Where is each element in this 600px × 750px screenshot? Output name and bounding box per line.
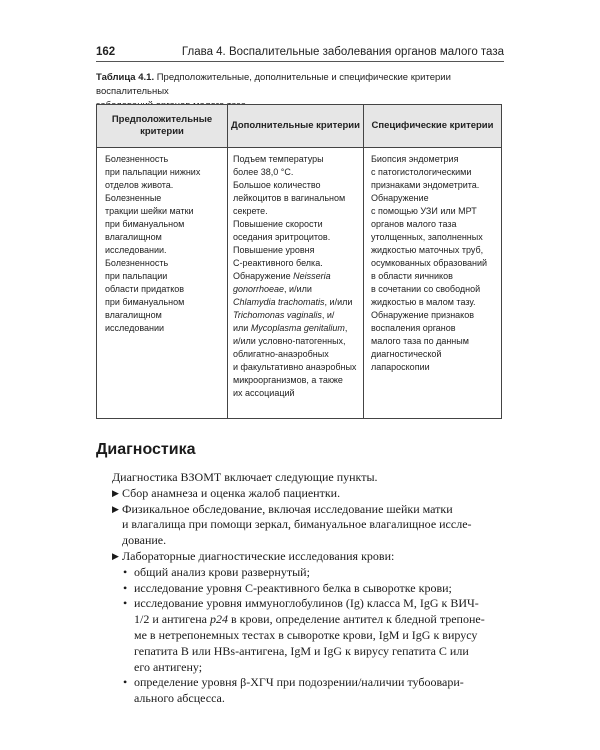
sub-bullet-item (112, 675, 504, 691)
cell-line: Болезненность (105, 154, 169, 164)
cell-line: исследовании. (105, 245, 167, 255)
cell-line (233, 296, 356, 309)
sub-bullet-text: исследование уровня С-реактивного белка в сыворотке крови; (134, 580, 452, 595)
cell-line: микроорганизмов, а также (233, 375, 343, 385)
text: 1/2 и антигена (134, 612, 211, 627)
cell-line: оседания эритроцитов. (233, 232, 331, 242)
cell-line: и факультативно анаэробных (233, 362, 357, 372)
header-presumptive-line1: Предположительные (111, 114, 213, 125)
cell-line: жидкостью в малом тазу. (371, 297, 476, 307)
text: Обнаружение (233, 271, 294, 281)
header-presumptive (97, 105, 227, 147)
cell-line: жидкостью маточных труб, (371, 245, 484, 255)
cell-line: Повышение скорости (233, 219, 323, 229)
latin-name: Trichomonas vaginalis (233, 310, 322, 320)
triangle-bullet-icon: ▶ (112, 503, 119, 514)
section-heading: Диагностика (96, 441, 196, 458)
cell-line: с патогистологическими (371, 167, 472, 177)
cell-line: области придатков (105, 284, 185, 294)
cell-line: при бимануальном (105, 219, 185, 229)
cell-line: более 38,0 °С. (233, 167, 294, 177)
sub-bullet-text: определение уровня β-ХГЧ при подозрении/наличии тубоовари- (134, 675, 464, 690)
cell-additional (233, 153, 356, 400)
cell-line: и/или условно-патогенных, (233, 336, 346, 346)
latin-name: Mycoplasma genitalium (250, 323, 345, 333)
bullet-text: Физикальное обследование, включая исследование шейки матки (122, 501, 453, 516)
running-header (96, 44, 504, 60)
cell-line: при пальпации (105, 271, 168, 281)
bullet-text-cont: и влагалища при помощи зеркал, бимануальное влагалищное иссле- (122, 517, 472, 532)
cell-line: исследовании (105, 323, 165, 333)
cell-line: воспаления органов (371, 323, 456, 333)
sub-bullet-item (112, 565, 504, 581)
header-specific: Специфические критерии (371, 120, 494, 131)
bullet-text: Лабораторные диагностические исследования крови: (122, 548, 395, 563)
cell-line: Болезненность (105, 258, 169, 268)
column-divider (363, 105, 364, 418)
header-presumptive-line2: критерии (140, 126, 184, 137)
latin-name: gonorrhoeae (233, 284, 285, 294)
cell-line: тракции шейки матки (105, 206, 194, 216)
dot-bullet-icon: • (123, 564, 128, 579)
cell-specific (371, 153, 487, 374)
dot-bullet-icon: • (123, 675, 128, 690)
cell-line: при пальпации нижних (105, 167, 201, 177)
cell-presumptive (105, 153, 200, 335)
caption-text-1: Предположительные, дополнительные и специфические критерии воспалительных (96, 72, 451, 97)
header-additional: Дополнительные критерии (230, 120, 360, 131)
table-label: Таблица 4.1. (96, 72, 155, 83)
column-divider (227, 105, 228, 418)
cell-line: малого таза по данным (371, 336, 469, 346)
bullet-text-cont: дование. (122, 533, 167, 548)
latin-name: Neisseria (293, 271, 331, 281)
cell-line: влагалищном (105, 232, 162, 242)
cell-line: признаками эндометрита. (371, 180, 480, 190)
cell-line (233, 309, 356, 322)
chapter-title: Глава 4. Воспалительные заболевания органов малого таза (181, 46, 504, 58)
cell-line: влагалищном (105, 310, 162, 320)
page-number: 162 (96, 46, 116, 58)
cell-line: в сочетании со свободной (371, 284, 481, 294)
bullet-item (112, 549, 504, 565)
text: , и/ (321, 310, 335, 320)
sub-bullet-text-cont: ме в нетрепонемных тестах в сыворотке крови, IgM и IgG к вирусу (134, 627, 478, 642)
cell-line: Повышение уровня (233, 245, 315, 255)
triangle-bullet-icon: ▶ (112, 487, 119, 498)
cell-line: С-реактивного белка. (233, 258, 323, 268)
cell-line: с помощью УЗИ или МРТ (371, 206, 477, 216)
text: в крови, определение антител к бледной трепоне- (228, 612, 485, 627)
text: , (344, 323, 348, 333)
cell-line: диагностической (371, 349, 442, 359)
cell-line: секрете. (233, 206, 268, 216)
cell-line: лейкоцитов в вагинальном (233, 193, 346, 203)
cell-line: Биопсия эндометрия (371, 154, 459, 164)
criteria-table (96, 104, 502, 419)
cell-line: Обнаружение признаков (371, 310, 474, 320)
bullet-text: Сбор анамнеза и оценка жалоб пациентки. (122, 485, 341, 500)
cell-line (233, 270, 356, 283)
cell-line: осумкованных образований (371, 258, 488, 268)
cell-line: их ассоциаций (233, 388, 295, 398)
sub-bullet-text-cont (112, 612, 504, 628)
antigen-name: p24 (210, 612, 229, 627)
cell-line: утолщенных, заполненных (371, 232, 483, 242)
cell-line: облигатно-анаэробных (233, 349, 329, 359)
dot-bullet-icon: • (123, 580, 128, 595)
sub-bullet-item (112, 581, 504, 597)
cell-line (233, 283, 356, 296)
text: , и/или (324, 297, 353, 307)
cell-line: Болезненные (105, 193, 162, 203)
header-rule (96, 61, 504, 62)
cell-line (233, 322, 356, 335)
sub-bullet-item (112, 596, 504, 612)
sub-bullet-text: исследование уровня иммуноглобулинов (Ig) класса M, IgG к ВИЧ- (134, 596, 479, 611)
bullet-item (112, 486, 504, 502)
cell-line: отделов живота. (105, 180, 174, 190)
latin-name: Chlamydia trachomatis (233, 297, 325, 307)
text: , и/или (284, 284, 312, 294)
sub-bullet-text-cont: гепатита В или HBs-антигена, IgM и IgG к вирусу гепатита С или (134, 643, 469, 658)
sub-bullet-text: общий анализ крови развернутый; (134, 564, 310, 579)
section-body (112, 470, 504, 707)
cell-line: лапароскопии (371, 362, 430, 372)
cell-line: Большое количество (233, 180, 321, 190)
cell-line: Подъем температуры (233, 154, 324, 164)
intro-text: Диагностика ВЗОМТ включает следующие пункты. (112, 470, 378, 484)
sub-bullet-text-cont: его антигену; (134, 659, 203, 674)
bullet-item (112, 502, 504, 518)
cell-line: при бимануальном (105, 297, 185, 307)
triangle-bullet-icon: ▶ (112, 550, 119, 561)
cell-line: в области яичников (371, 271, 453, 281)
dot-bullet-icon: • (123, 596, 128, 611)
text: или (233, 323, 251, 333)
cell-line: Обнаружение (371, 193, 429, 203)
cell-line: органов малого таза (371, 219, 457, 229)
sub-bullet-text-cont: ального абсцесса. (134, 691, 225, 706)
